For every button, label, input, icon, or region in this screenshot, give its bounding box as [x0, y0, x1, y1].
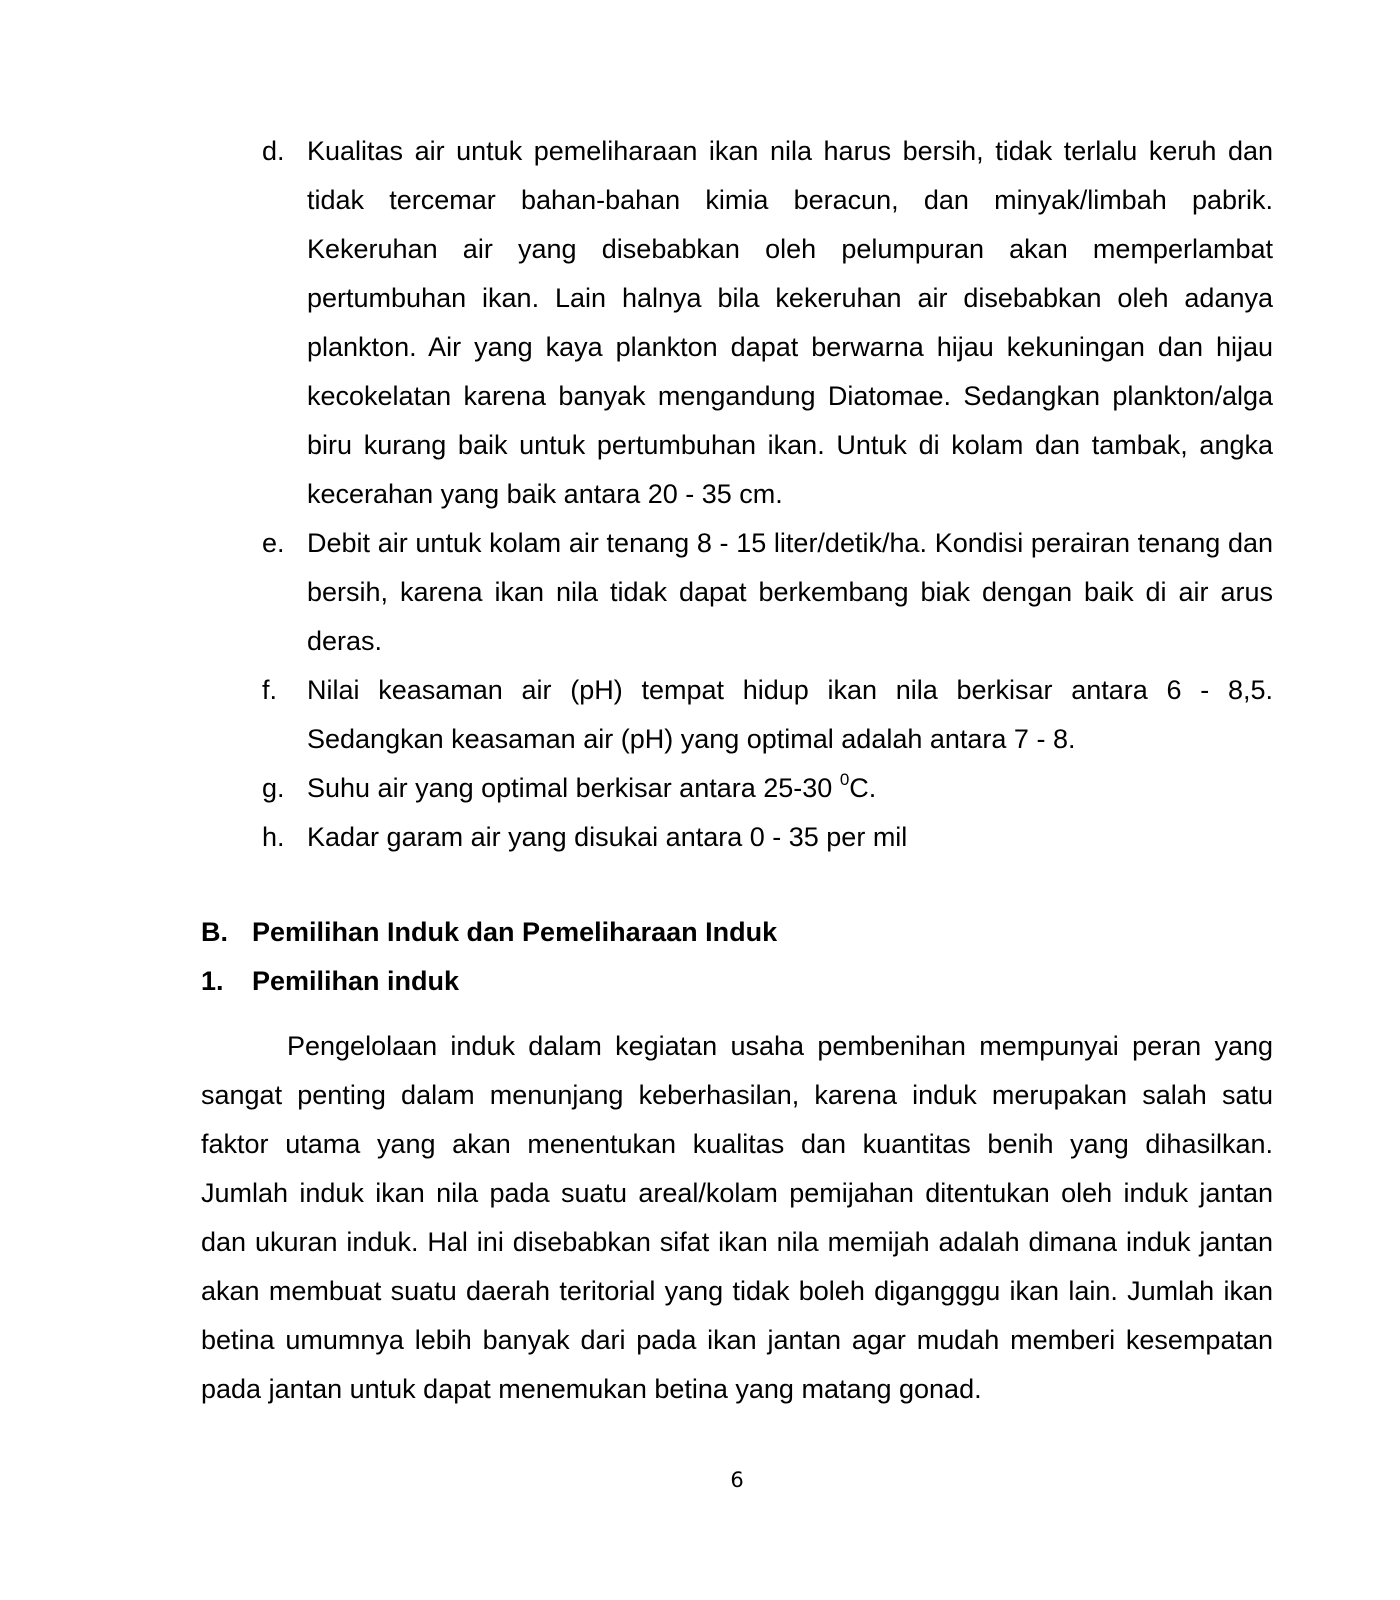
body-paragraph: Pengelolaan induk dalam kegiatan usaha pembenihan mempunyai peran yang sangat penting dalam menunjang keberhasilan, karena induk merupakan salah satu faktor utama yang akan menentukan kualitas dan kuantitas benih yang dihasilkan. Jumlah induk ikan nila pada suatu areal/kolam pemijahan ditentukan oleh induk jantan dan ukuran induk. Hal ini disebabkan sifat ikan nila memijah adalah dimana induk jantan akan membuat suatu daerah teritorial yang tidak boleh digangggu ikan lain. Jumlah ikan betina umumnya lebih banyak dari pada ikan jantan agar mudah memberi kesempatan pada jantan untuk dapat menemukan betina yang matang gonad.: [201, 1031, 1273, 1404]
list-item-text: Kadar garam air yang disukai antara 0 - 35 per mil: [307, 822, 908, 852]
list-item-f: [262, 666, 1273, 764]
list-marker: g.: [262, 773, 285, 803]
list-item-text: Nilai keasaman air (pH) tempat hidup ikan nila berkisar antara 6 - 8,5. Sedangkan keasaman air (pH) yang optimal adalah antara 7 - 8.: [307, 675, 1273, 754]
degree-superscript: 0: [839, 770, 850, 789]
subsection-heading: [201, 961, 459, 1001]
subsection-heading-marker: 1.: [201, 966, 224, 996]
list-item-h: [262, 813, 1273, 862]
list-item-e: [262, 519, 1273, 666]
subsection-heading-title: Pemilihan induk: [252, 966, 460, 996]
page-number: 6: [730, 1468, 744, 1492]
list-item-text: [307, 770, 877, 803]
section-heading: [201, 912, 777, 952]
list-item-g: [262, 764, 1273, 813]
list-marker: d.: [262, 136, 285, 166]
section-heading-title: Pemilihan Induk dan Pemeliharaan Induk: [252, 917, 778, 947]
list-marker: h.: [262, 822, 285, 852]
list-item-text: Debit air untuk kolam air tenang 8 - 15 liter/detik/ha. Kondisi perairan tenang dan bersih, karena ikan nila tidak dapat berkembang biak dengan baik di air arus deras.: [307, 528, 1273, 656]
section-heading-marker: B.: [201, 917, 228, 947]
list-item-text: Kualitas air untuk pemeliharaan ikan nila harus bersih, tidak terlalu keruh dan tidak tercemar bahan-bahan kimia beracun, dan minyak/limbah pabrik. Kekeruhan air yang disebabkan oleh pelumpuran akan memperlambat pertumbuhan ikan. Lain halnya bila kekeruhan air disebabkan oleh adanya plankton. Air yang kaya plankton dapat berwarna hijau kekuningan dan hijau kecokelatan karena banyak mengandung Diatomae. Sedangkan plankton/alga biru kurang baik untuk pertumbuhan ikan. Untuk di kolam dan tambak, angka kecerahan yang baik antara 20 - 35 cm.: [307, 136, 1273, 509]
requirements-list: [262, 127, 1273, 862]
list-item-d: [262, 127, 1273, 519]
list-marker: e.: [262, 528, 285, 558]
list-marker: f.: [262, 675, 278, 705]
temperature-text: Suhu air yang optimal berkisar antara 25-30: [307, 773, 840, 803]
temperature-unit: C.: [849, 773, 877, 803]
